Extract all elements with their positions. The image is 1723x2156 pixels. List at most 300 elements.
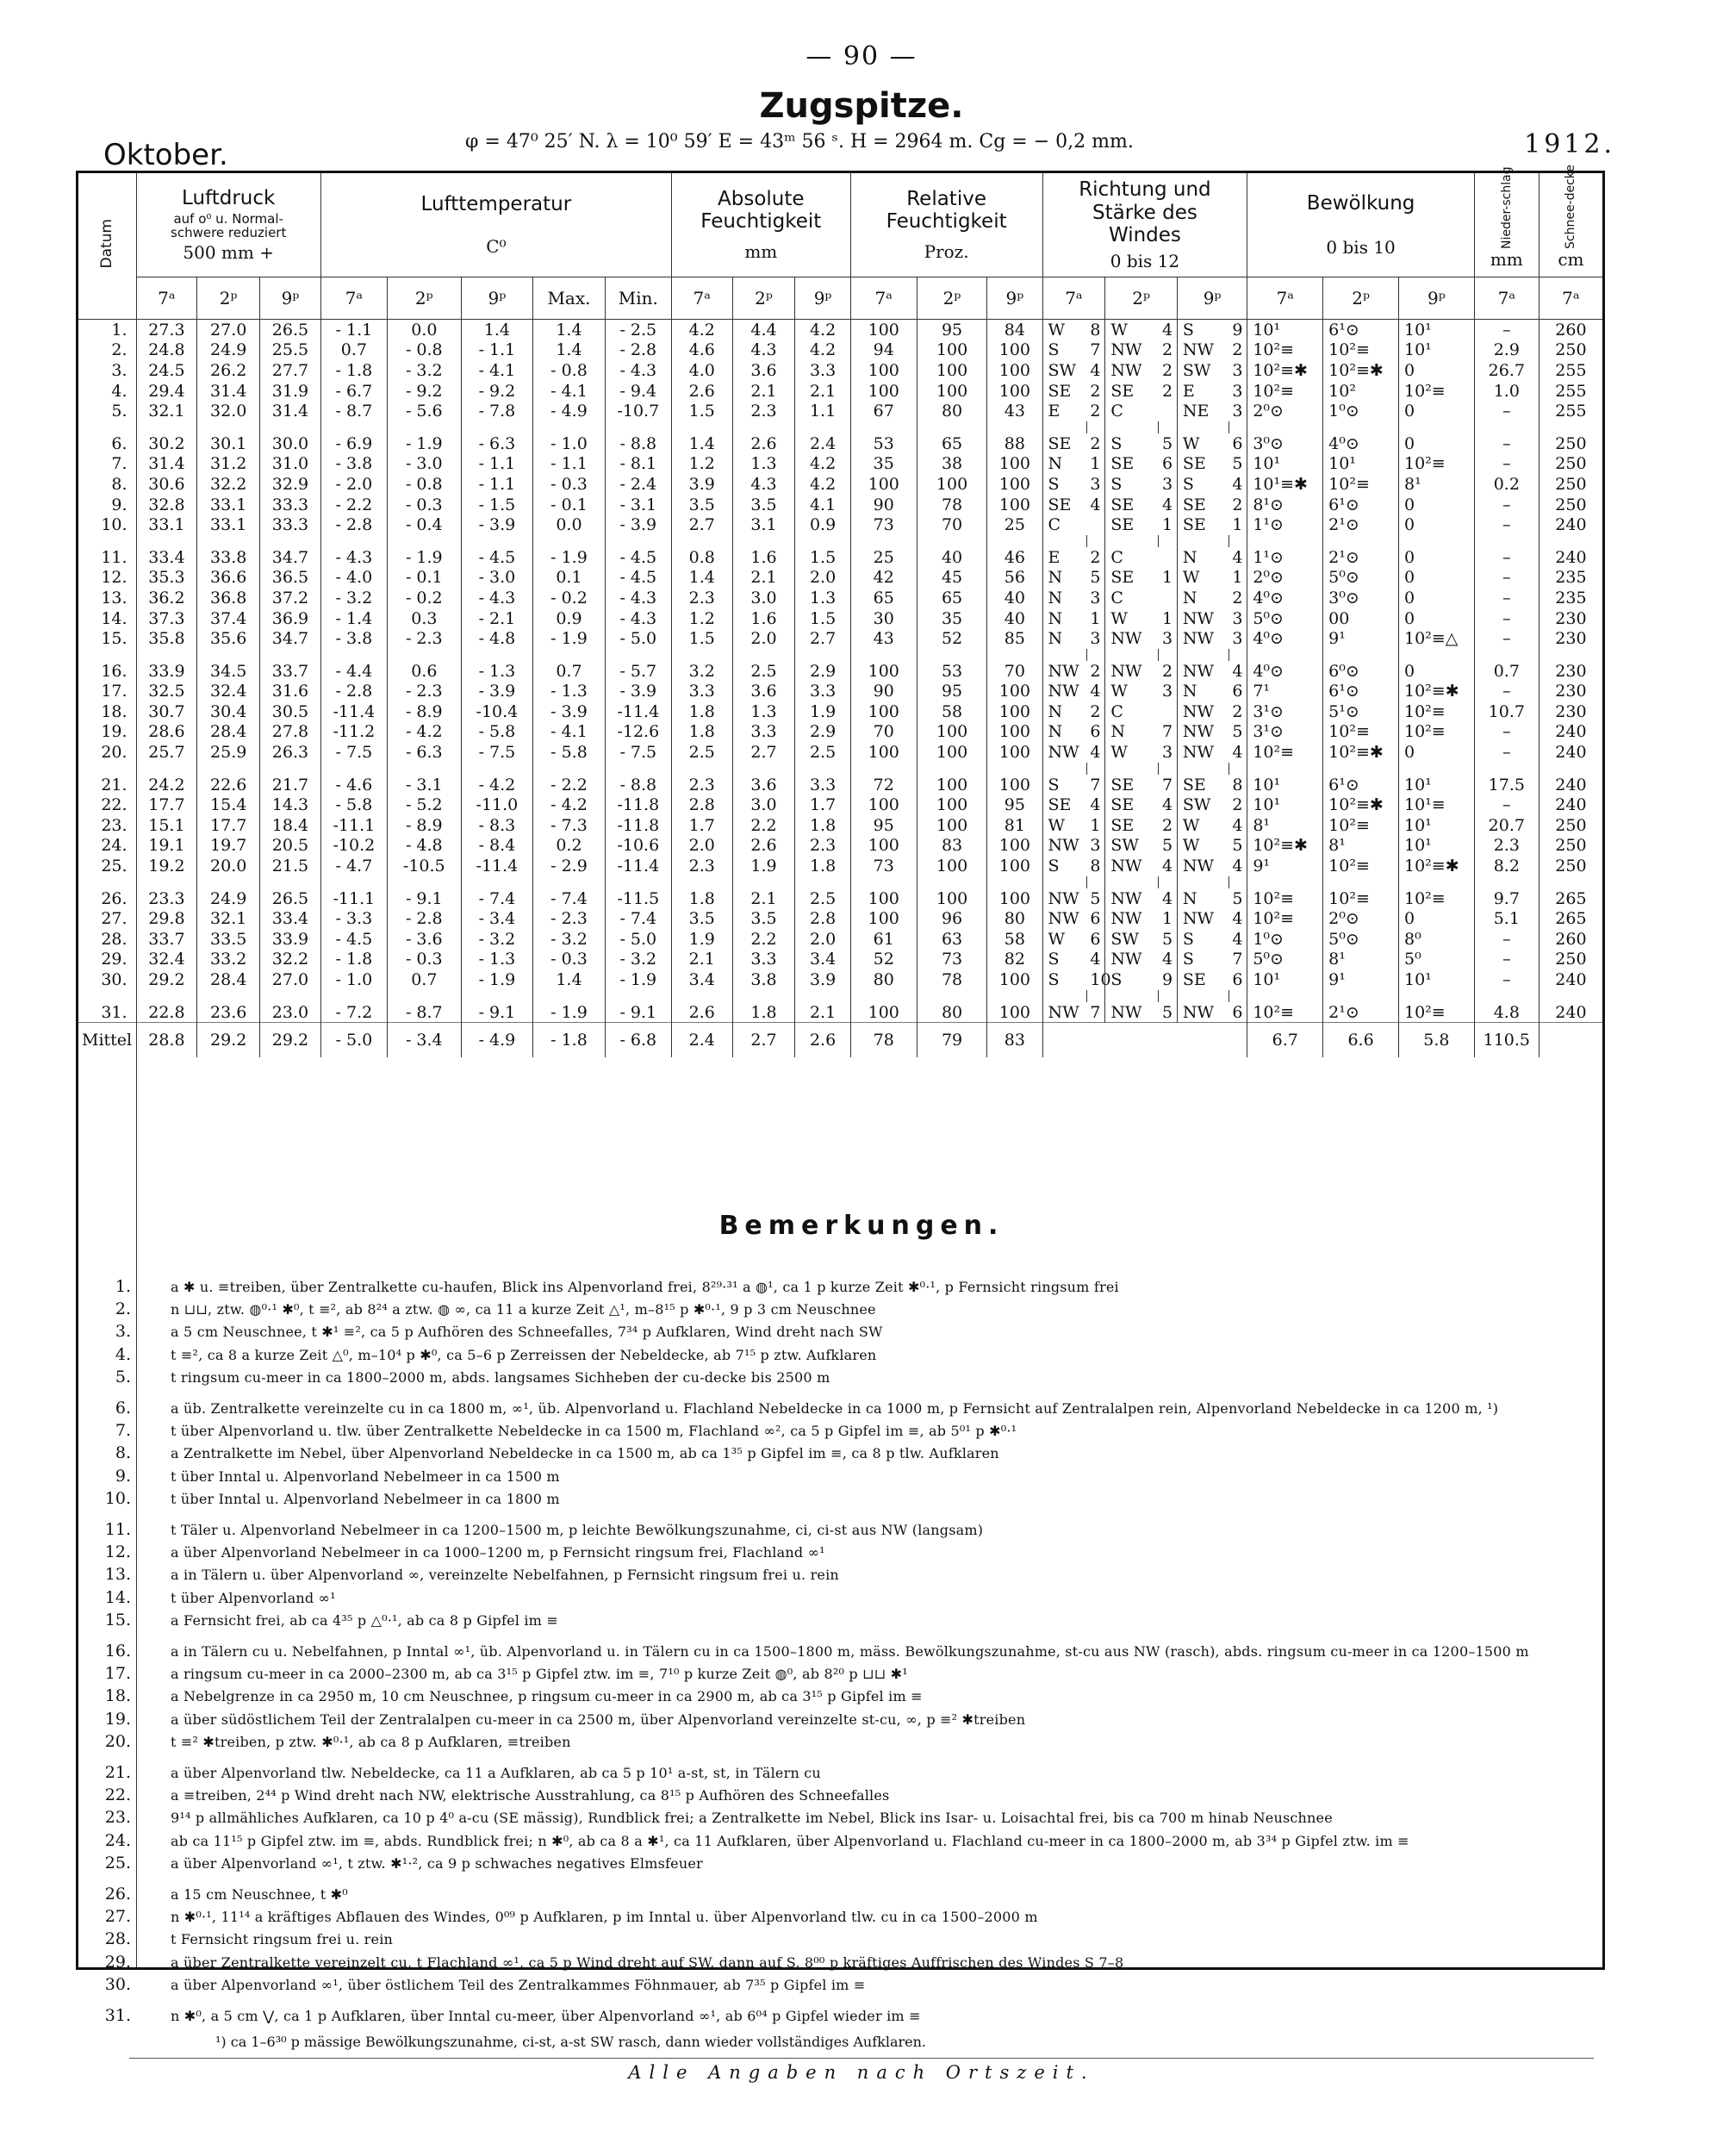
- cell-a9: 2.5: [795, 888, 850, 909]
- wind-direction-cell: NW: [1105, 628, 1159, 649]
- wind-direction-cell: W: [1105, 742, 1159, 763]
- cell-tmax: - 1.9: [533, 547, 606, 568]
- remark-text: ab ca 11¹⁵ p Gipfel ztw. im ≡, abds. Rundblick frei; n ✱⁰, ab ca 8 a ✱¹, ca 11 Aufklaren, über Alpenvorland u. Flachland cu-meer in ca 1800–2000 m, ab 3³⁴ p Gipfel ztw. im ≡: [171, 1832, 1409, 1849]
- cloud-cell: 10¹: [1247, 454, 1323, 475]
- remark-text: a über Alpenvorland tlw. Nebeldecke, ca 11 a Aufklaren, ab ca 5 p 10¹ a-st, st, in Tälern cu: [171, 1765, 821, 1781]
- cell-a2: 3.5: [732, 495, 795, 515]
- cell-a7: 3.5: [671, 495, 732, 515]
- cell-a9: 1.1: [795, 401, 850, 421]
- wind-direction-cell: SW: [1042, 360, 1086, 381]
- wind-direction-cell: S: [1042, 856, 1086, 876]
- wind-strength-cell: 5: [1161, 836, 1173, 856]
- wind-strength-cell: 4: [1090, 795, 1101, 815]
- day-cell: 30.: [78, 969, 137, 990]
- cloud-cell: 3¹⊙: [1247, 701, 1323, 722]
- cell-t7: - 4.7: [320, 856, 387, 876]
- cell-r9: 100: [987, 701, 1042, 722]
- cell-t9: - 5.8: [461, 722, 533, 743]
- cloud-cell: 0: [1399, 661, 1475, 682]
- precip-cell: 8.2: [1474, 856, 1539, 876]
- cell-p7: 31.4: [136, 454, 197, 475]
- cloud-cell: 4⁰⊙: [1247, 661, 1323, 682]
- hdr-w2: 2ᵖ: [1105, 277, 1178, 320]
- cell-r9: 88: [987, 433, 1042, 454]
- row-gap: [78, 649, 1604, 661]
- cell-r9: 100: [987, 722, 1042, 743]
- wind-direction-cell: S: [1177, 474, 1228, 495]
- day-cell: 23.: [78, 815, 137, 836]
- hdr-a9: 9ᵖ: [795, 277, 850, 320]
- wind-direction-cell: SE: [1177, 775, 1228, 795]
- table-row: [78, 701, 1604, 722]
- cell-r9: 100: [987, 340, 1042, 361]
- cell-a7: 3.3: [671, 682, 732, 702]
- cloud-cell: 1¹⊙: [1247, 514, 1323, 535]
- cell-a9: 2.9: [795, 661, 850, 682]
- cell-tmax: 0.9: [533, 608, 606, 629]
- cell-r9: 100: [987, 836, 1042, 857]
- cell-p7: 29.4: [136, 381, 197, 402]
- cell-p7: 15.1: [136, 815, 197, 836]
- cell-r9: 81: [987, 815, 1042, 836]
- remark-day: 10.: [104, 1488, 131, 1508]
- cell-t2: - 5.6: [387, 401, 461, 421]
- day-cell: 11.: [78, 547, 137, 568]
- mean-a2: 2.7: [732, 1023, 795, 1058]
- cell-p7: 35.8: [136, 628, 197, 649]
- cloud-cell: 10¹: [1323, 454, 1399, 475]
- cell-r9: 100: [987, 360, 1042, 381]
- wind-direction-cell: NW: [1177, 628, 1228, 649]
- wind-strength-cell: 5: [1232, 722, 1243, 742]
- wind-strength-cell: 5: [1232, 836, 1243, 856]
- table-row: [78, 433, 1604, 454]
- day-cell: 17.: [78, 682, 137, 702]
- cloud-cell: 1⁰⊙: [1247, 929, 1323, 950]
- wind-strength-cell: 2: [1161, 661, 1173, 681]
- cell-a2: 2.2: [732, 815, 795, 836]
- precip-cell: 0.2: [1474, 474, 1539, 495]
- precip-cell: 1.0: [1474, 381, 1539, 402]
- remark-day: 30.: [104, 1974, 131, 1994]
- cell-r7: 30: [850, 608, 917, 629]
- cell-a7: 2.5: [671, 742, 732, 763]
- cell-p2: 33.2: [197, 950, 260, 970]
- cell-t7: - 1.8: [320, 360, 387, 381]
- cell-p2: 36.6: [197, 568, 260, 589]
- cell-tmax: - 7.3: [533, 815, 606, 836]
- wind-strength-cell: 4: [1090, 743, 1101, 763]
- wind-strength-cell: 3: [1090, 629, 1101, 649]
- cloud-cell: 10²≡: [1247, 340, 1323, 361]
- cell-r2: 73: [917, 950, 986, 970]
- remark-day: 23.: [104, 1808, 131, 1828]
- wind-strength-cell: 6: [1161, 454, 1173, 474]
- cell-a7: 3.2: [671, 661, 732, 682]
- cell-t2: - 2.3: [387, 682, 461, 702]
- cell-a2: 3.3: [732, 950, 795, 970]
- wind-direction-cell: NW: [1105, 661, 1159, 682]
- cell-p2: 34.5: [197, 661, 260, 682]
- table-row: [78, 568, 1604, 589]
- table-row: [78, 888, 1604, 909]
- cell-p9: 34.7: [260, 547, 321, 568]
- rel-feuchtigkeit-label: Relative Feuchtigkeit: [886, 187, 1007, 233]
- cell-tmax: - 1.1: [533, 454, 606, 475]
- table-row: [78, 628, 1604, 649]
- cell-p2: 33.1: [197, 495, 260, 515]
- precip-cell: –: [1474, 628, 1539, 649]
- cell-t2: - 3.0: [387, 454, 461, 475]
- table-row: [78, 340, 1604, 361]
- wind-strength-cell: 6: [1232, 682, 1243, 701]
- remark-day: 8.: [115, 1443, 131, 1463]
- wind-strength-cell: 6: [1090, 722, 1101, 742]
- remark-text: a über Alpenvorland Nebelmeer in ca 1000–1200 m, p Fernsicht ringsum frei, Flachland ∞¹: [171, 1544, 825, 1561]
- cell-p7: 32.4: [136, 950, 197, 970]
- precip-cell: 5.1: [1474, 908, 1539, 929]
- cell-a2: 2.5: [732, 661, 795, 682]
- cell-t2: - 9.2: [387, 381, 461, 402]
- cell-t7: - 3.3: [320, 908, 387, 929]
- cell-t7: - 1.1: [320, 320, 387, 340]
- cell-r9: 100: [987, 454, 1042, 475]
- wind-strength-cell: 10: [1090, 970, 1111, 990]
- hdr-c9: 9ᵖ: [1399, 277, 1475, 320]
- cloud-cell: 10²≡✱: [1247, 836, 1323, 857]
- cell-p9: 18.4: [260, 815, 321, 836]
- cell-tmin: - 8.1: [605, 454, 671, 475]
- snow-cell: 250: [1539, 856, 1603, 876]
- hdr-t2: 2ᵖ: [387, 277, 461, 320]
- cell-p7: 37.3: [136, 608, 197, 629]
- cell-r2: 80: [917, 1002, 986, 1023]
- precip-cell: 10.7: [1474, 701, 1539, 722]
- cell-t9: - 7.4: [461, 888, 533, 909]
- table-row: [78, 794, 1604, 815]
- cell-t9: - 4.5: [461, 547, 533, 568]
- wind-direction-cell: S: [1105, 433, 1159, 454]
- cell-r9: 70: [987, 661, 1042, 682]
- wind-strength-cell: 1: [1161, 568, 1173, 588]
- wind-direction-cell: NW: [1042, 908, 1086, 929]
- cloud-cell: 0: [1399, 568, 1475, 589]
- remark-text: a in Tälern u. über Alpenvorland ∞, vereinzelte Nebelfahnen, p Fernsicht ringsum frei u. rein: [171, 1567, 839, 1584]
- cell-p2: 24.9: [197, 888, 260, 909]
- cell-a2: 1.8: [732, 1002, 795, 1023]
- cell-t7: -11.2: [320, 722, 387, 743]
- footer-note: Alle Angaben nach Ortszeit.: [628, 2062, 1095, 2083]
- wind-direction-cell: SW: [1177, 360, 1228, 381]
- wind-strength-cell: 5: [1232, 888, 1243, 908]
- cell-t9: - 9.2: [461, 381, 533, 402]
- wind-strength-cell: 8: [1232, 775, 1243, 794]
- remark-day: 5.: [115, 1367, 131, 1386]
- cell-a9: 2.1: [795, 1002, 850, 1023]
- wind-direction-cell: S: [1177, 950, 1228, 970]
- remark-text: t ≡², ca 8 a kurze Zeit △⁰, m–10⁴ p ✱⁰, ca 5–6 p Zerreissen der Nebeldecke, ab 7¹⁵ p ztw. Aufklaren: [171, 1346, 877, 1363]
- cell-t7: - 6.9: [320, 433, 387, 454]
- cloud-cell: 10²≡: [1399, 454, 1475, 475]
- cell-t9: - 3.9: [461, 514, 533, 535]
- cell-a2: 1.9: [732, 856, 795, 876]
- wind-direction-cell: E: [1042, 401, 1086, 421]
- wind-direction-cell: SE: [1042, 495, 1086, 515]
- cell-r7: 43: [850, 628, 917, 649]
- precip-cell: –: [1474, 608, 1539, 629]
- wind-strength-cell: 9: [1232, 320, 1243, 340]
- cell-p9: 20.5: [260, 836, 321, 857]
- precip-cell: 9.7: [1474, 888, 1539, 909]
- cell-t9: - 8.3: [461, 815, 533, 836]
- hdr-p2: 2ᵖ: [197, 277, 260, 320]
- cell-p9: 31.9: [260, 381, 321, 402]
- col-abs-feuchtigkeit: [671, 172, 850, 277]
- day-cell: 18.: [78, 701, 137, 722]
- cell-p9: 31.0: [260, 454, 321, 475]
- cell-tmin: - 3.9: [605, 514, 671, 535]
- col-bewoelkung: [1247, 172, 1474, 277]
- cell-r9: 100: [987, 888, 1042, 909]
- snow-cell: 250: [1539, 474, 1603, 495]
- wind-direction-cell: S: [1042, 775, 1086, 795]
- table-row: [78, 908, 1604, 929]
- day-cell: 5.: [78, 401, 137, 421]
- table-row: [78, 929, 1604, 950]
- cell-a9: 4.1: [795, 495, 850, 515]
- table-row: [78, 722, 1604, 743]
- wind-strength-cell: 4: [1161, 795, 1173, 815]
- cell-t9: - 3.9: [461, 682, 533, 702]
- cell-tmin: - 7.4: [605, 908, 671, 929]
- cell-r9: 95: [987, 794, 1042, 815]
- cell-p7: 33.9: [136, 661, 197, 682]
- cell-p2: 37.4: [197, 608, 260, 629]
- cloud-cell: 4⁰⊙: [1323, 433, 1399, 454]
- cell-p9: 21.7: [260, 775, 321, 795]
- cell-r9: 100: [987, 495, 1042, 515]
- col-schneedecke: [1539, 164, 1603, 277]
- cell-r9: 84: [987, 320, 1042, 340]
- wind-direction-cell: SE: [1105, 454, 1159, 475]
- day-cell: 6.: [78, 433, 137, 454]
- cell-a7: 2.3: [671, 856, 732, 876]
- footnote: ¹) ca 1–6³⁰ p mässige Bewölkungszunahme, ci-st, a-st SW rasch, dann wieder vollständiges Aufklaren.: [215, 2034, 926, 2050]
- cell-a7: 4.6: [671, 340, 732, 361]
- col-lufttemperatur: [320, 172, 671, 277]
- wind-strength-cell: 2: [1090, 402, 1101, 421]
- cell-p2: 28.4: [197, 969, 260, 990]
- day-cell: 1.: [78, 320, 137, 340]
- cloud-cell: 00: [1323, 608, 1399, 629]
- cloud-cell: 4⁰⊙: [1247, 588, 1323, 608]
- cell-r9: 100: [987, 474, 1042, 495]
- cell-p2: 32.0: [197, 401, 260, 421]
- cloud-cell: 10²≡: [1323, 722, 1399, 743]
- precip-cell: –: [1474, 950, 1539, 970]
- snow-cell: 265: [1539, 908, 1603, 929]
- cell-tmax: - 0.8: [533, 360, 606, 381]
- cloud-cell: 0: [1399, 360, 1475, 381]
- cloud-cell: 3⁰⊙: [1247, 433, 1323, 454]
- wind-direction-cell: NW: [1105, 340, 1159, 361]
- snow-cell: 235: [1539, 568, 1603, 589]
- mean-row: [78, 1023, 1604, 1058]
- cell-a7: 1.8: [671, 722, 732, 743]
- cell-r9: 100: [987, 1002, 1042, 1023]
- mean-wind-empty: [1042, 1023, 1247, 1058]
- wind-strength-cell: 3: [1232, 360, 1243, 380]
- wind-strength-cell: 2: [1161, 815, 1173, 835]
- cell-t9: - 3.0: [461, 568, 533, 589]
- wind-direction-cell: C: [1105, 547, 1159, 568]
- wind-direction-cell: N: [1105, 722, 1159, 743]
- cloud-cell: 0: [1399, 514, 1475, 535]
- cell-p2: 22.6: [197, 775, 260, 795]
- cell-a7: 2.6: [671, 381, 732, 402]
- wind-direction-cell: W: [1177, 568, 1228, 589]
- snow-cell: 250: [1539, 454, 1603, 475]
- bewoelkung-label: Bewölkung: [1306, 191, 1415, 215]
- cloud-cell: 0: [1399, 433, 1475, 454]
- table-row: [78, 474, 1604, 495]
- wind-strength-cell: 3: [1232, 402, 1243, 421]
- day-cell: 15.: [78, 628, 137, 649]
- snow-cell: 250: [1539, 815, 1603, 836]
- mean-a9: 2.6: [795, 1023, 850, 1058]
- wind-strength-cell: 7: [1090, 340, 1101, 360]
- cell-p2: 27.0: [197, 320, 260, 340]
- wind-direction-cell: S: [1042, 474, 1086, 495]
- cell-p9: 27.8: [260, 722, 321, 743]
- cell-tmin: - 4.3: [605, 588, 671, 608]
- wind-direction-cell: NW: [1105, 908, 1159, 929]
- wind-unit: 0 bis 12: [1110, 250, 1180, 271]
- cell-t2: - 8.9: [387, 815, 461, 836]
- cell-p2: 30.1: [197, 433, 260, 454]
- cell-r2: 100: [917, 856, 986, 876]
- wind-direction-cell: SE: [1042, 381, 1086, 402]
- hdr-r7: 7ᵃ: [850, 277, 917, 320]
- wind-strength-cell: 8: [1090, 320, 1101, 340]
- wind-strength-cell: 3: [1232, 381, 1243, 401]
- wind-strength-cell: 4: [1090, 495, 1101, 514]
- cell-tmin: -10.6: [605, 836, 671, 857]
- wind-strength-cell: 2: [1161, 340, 1173, 360]
- precip-cell: 17.5: [1474, 775, 1539, 795]
- cell-p9: 33.4: [260, 908, 321, 929]
- wind-strength-cell: 2: [1232, 340, 1243, 360]
- wind-direction-cell: C: [1105, 588, 1159, 608]
- cell-a9: 4.2: [795, 320, 850, 340]
- cell-t9: -11.4: [461, 856, 533, 876]
- cell-tmin: - 1.9: [605, 969, 671, 990]
- cell-a7: 1.4: [671, 568, 732, 589]
- cell-t9: - 1.5: [461, 495, 533, 515]
- day-cell: 25.: [78, 856, 137, 876]
- cell-r7: 100: [850, 908, 917, 929]
- wind-direction-cell: SE: [1177, 454, 1228, 475]
- cell-tmax: - 0.2: [533, 588, 606, 608]
- cell-t2: - 0.8: [387, 340, 461, 361]
- precip-cell: 2.3: [1474, 836, 1539, 857]
- cell-t7: - 4.0: [320, 568, 387, 589]
- cloud-cell: 0: [1399, 495, 1475, 515]
- cell-r2: 45: [917, 568, 986, 589]
- cell-tmax: - 4.9: [533, 401, 606, 421]
- wind-strength-cell: 3: [1232, 629, 1243, 649]
- bew-unit: 0 bis 10: [1326, 237, 1396, 259]
- cell-r9: 100: [987, 742, 1042, 763]
- snow-cell: 240: [1539, 775, 1603, 795]
- precip-cell: 0.7: [1474, 661, 1539, 682]
- cloud-cell: 10²≡: [1323, 815, 1399, 836]
- lufttemperatur-unit: C⁰: [486, 236, 507, 258]
- cell-a2: 3.5: [732, 908, 795, 929]
- cell-a2: 1.3: [732, 701, 795, 722]
- cell-a7: 1.5: [671, 401, 732, 421]
- remark-day: 1.: [115, 1277, 131, 1296]
- cell-a9: 4.2: [795, 340, 850, 361]
- cell-r2: 100: [917, 381, 986, 402]
- cell-t2: - 3.1: [387, 775, 461, 795]
- cell-p7: 30.7: [136, 701, 197, 722]
- cloud-cell: 9¹: [1323, 969, 1399, 990]
- hdr-c2: 2ᵖ: [1323, 277, 1399, 320]
- wind-strength-cell: 5: [1232, 454, 1243, 474]
- table-row: [78, 1002, 1604, 1023]
- cell-tmin: - 5.0: [605, 628, 671, 649]
- cell-r7: 100: [850, 1002, 917, 1023]
- cloud-cell: 10²≡: [1323, 340, 1399, 361]
- cell-p7: 29.8: [136, 908, 197, 929]
- cell-r9: 100: [987, 969, 1042, 990]
- cell-r2: 100: [917, 474, 986, 495]
- cloud-cell: 10²≡✱: [1323, 360, 1399, 381]
- precip-cell: 26.7: [1474, 360, 1539, 381]
- mean-p9: 29.2: [260, 1023, 321, 1058]
- cell-r2: 80: [917, 401, 986, 421]
- cell-a2: 2.1: [732, 381, 795, 402]
- wind-strength-cell: 4: [1161, 495, 1173, 514]
- cell-p2: 33.5: [197, 929, 260, 950]
- cell-tmin: -10.7: [605, 401, 671, 421]
- hdr-c7: 7ᵃ: [1247, 277, 1323, 320]
- cell-r9: 40: [987, 608, 1042, 629]
- wind-direction-cell: NW: [1105, 360, 1159, 381]
- cell-tmin: -12.6: [605, 722, 671, 743]
- schneedecke-label: Schnee-decke: [1564, 164, 1578, 249]
- wind-direction-cell: W: [1105, 608, 1159, 629]
- cell-p9: 32.9: [260, 474, 321, 495]
- wind-direction-cell: NW: [1105, 888, 1159, 909]
- wind-strength-cell: 1: [1232, 568, 1243, 588]
- wind-direction-cell: C: [1105, 401, 1159, 421]
- cloud-cell: 8¹⊙: [1247, 495, 1323, 515]
- station-title: Zugspitze.: [759, 86, 964, 126]
- wind-direction-cell: N: [1177, 547, 1228, 568]
- cell-p2: 17.7: [197, 815, 260, 836]
- schnee-unit: cm: [1558, 249, 1584, 270]
- snow-cell: 250: [1539, 433, 1603, 454]
- cell-p9: 30.5: [260, 701, 321, 722]
- cell-p9: 33.3: [260, 514, 321, 535]
- cell-p9: 36.9: [260, 608, 321, 629]
- cell-t9: - 8.4: [461, 836, 533, 857]
- cell-p9: 26.5: [260, 888, 321, 909]
- cell-tmax: - 5.8: [533, 742, 606, 763]
- hdr-a7: 7ᵃ: [671, 277, 732, 320]
